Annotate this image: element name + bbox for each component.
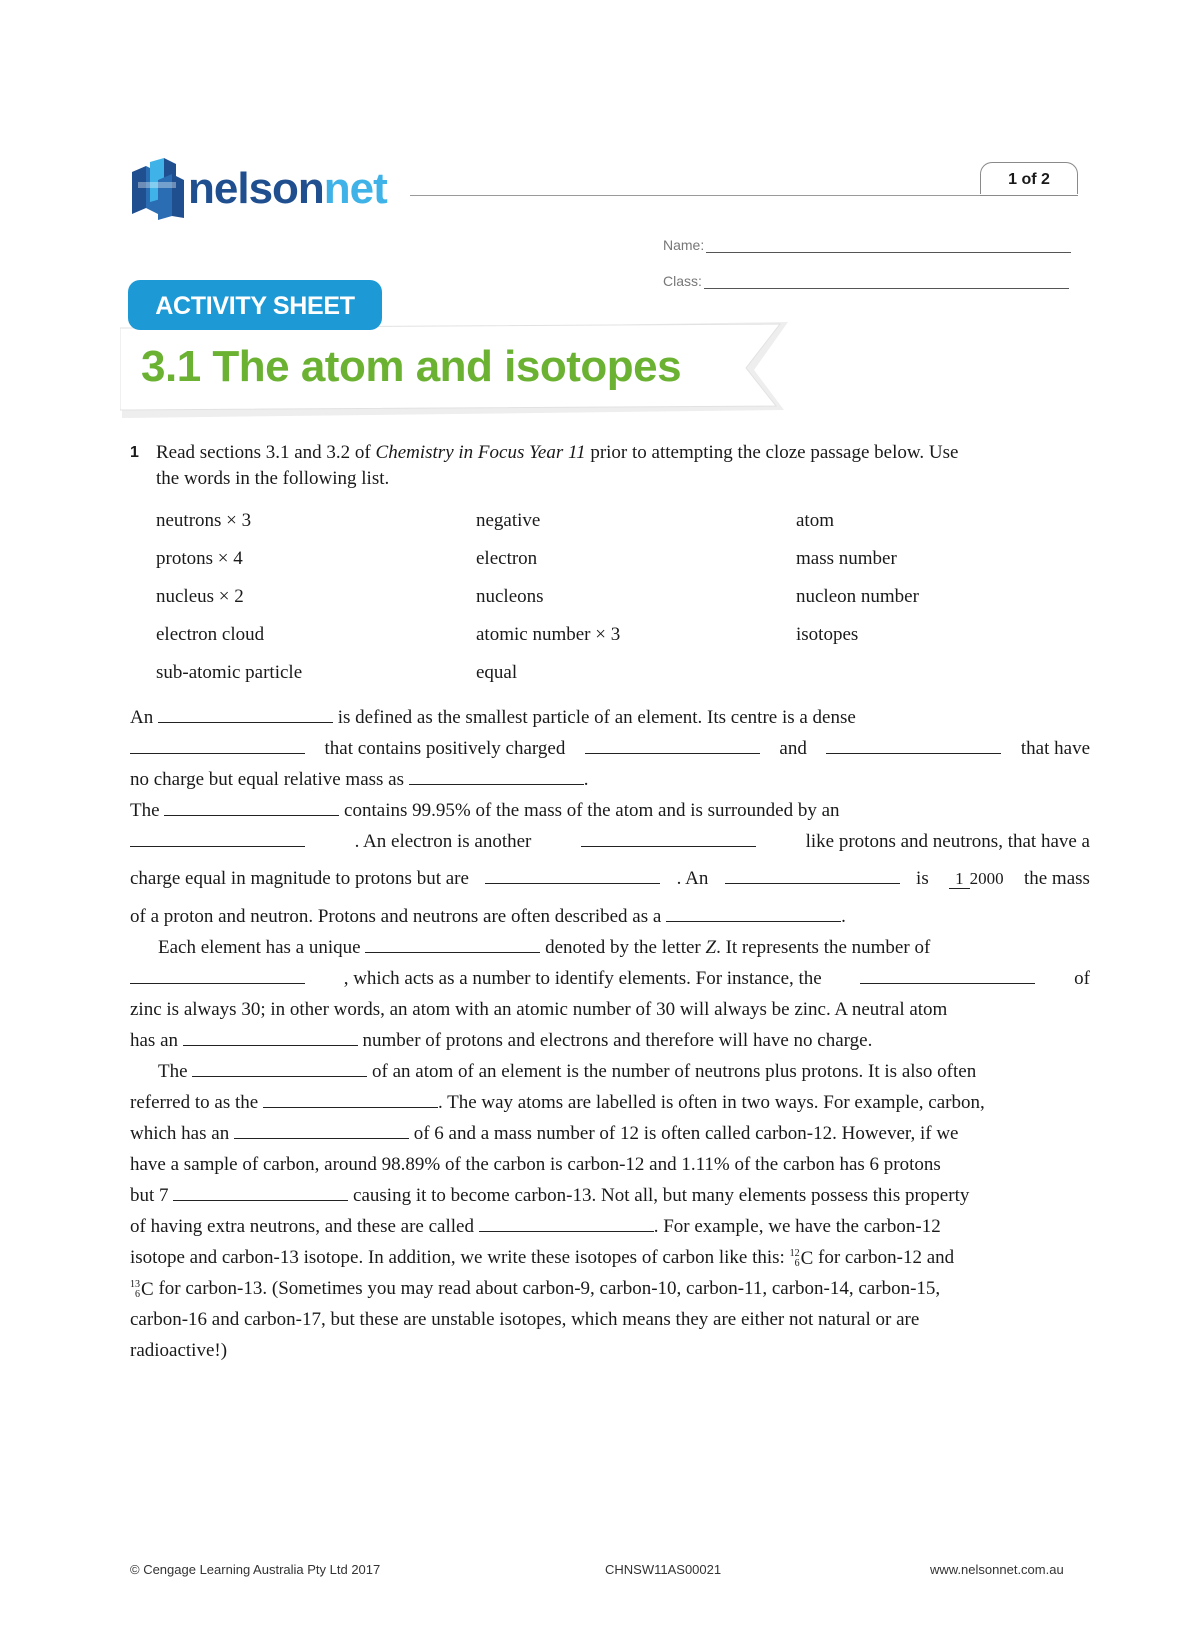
answer-blank[interactable] bbox=[130, 845, 305, 847]
header-rule bbox=[410, 195, 980, 196]
name-field[interactable] bbox=[663, 236, 1071, 253]
word-item: sub-atomic particle bbox=[156, 662, 303, 683]
footer-code: CHNSW11AS00021 bbox=[605, 1562, 722, 1577]
passage-line: An is defined as the smallest particle of an element. Its centre is a dense bbox=[130, 707, 856, 728]
passage-line: referred to as the . The way atoms are labelled is often in two ways. For example, carbon, bbox=[130, 1092, 985, 1113]
fraction: 1 2000 bbox=[949, 869, 1004, 889]
activity-sheet-badge: ACTIVITY SHEET bbox=[128, 280, 382, 330]
passage-line: The of an atom of an element is the number of neutrons plus protons. It is also often bbox=[158, 1061, 977, 1082]
passage-line: of having extra neutrons, and these are called . For example, we have the carbon-12 bbox=[130, 1216, 941, 1237]
answer-blank[interactable] bbox=[581, 845, 756, 847]
answer-blank[interactable] bbox=[479, 1230, 654, 1232]
answer-blank[interactable] bbox=[860, 982, 1035, 984]
word-item: isotopes bbox=[796, 624, 859, 645]
word-item: nucleons bbox=[476, 586, 544, 607]
word-item: negative bbox=[476, 510, 541, 531]
word-item: electron cloud bbox=[156, 624, 265, 645]
name-line[interactable] bbox=[706, 236, 1071, 253]
word-item: atom bbox=[796, 510, 834, 531]
answer-blank[interactable] bbox=[130, 752, 305, 754]
answer-blank[interactable] bbox=[725, 882, 900, 884]
passage-line: zinc is always 30; in other words, an atom with an atomic number of 30 will always be zinc. A neutral atom bbox=[130, 999, 948, 1020]
word-list bbox=[156, 502, 1090, 692]
activity-content bbox=[130, 440, 1090, 1366]
answer-blank[interactable] bbox=[234, 1137, 409, 1139]
passage-line: no charge but equal relative mass as . bbox=[130, 769, 589, 790]
passage-line: radioactive!) bbox=[130, 1340, 228, 1361]
passage-line: 13 6 C for carbon-13. (Sometimes you may read about carbon-9, carbon-10, carbon-11, carbon-14, carbon-15, bbox=[130, 1273, 1090, 1304]
answer-blank[interactable] bbox=[409, 783, 584, 785]
answer-blank[interactable] bbox=[183, 1044, 358, 1046]
page-title: 3.1 The atom and isotopes bbox=[141, 342, 682, 391]
passage-line: isotope and carbon-13 isotope. In addition, we write these isotopes of carbon like this: 12 6 C for carbon-12 and bbox=[130, 1242, 1090, 1273]
passage-line: which has an of 6 and a mass number of 12 is often called carbon-12. However, if we bbox=[130, 1123, 959, 1144]
answer-blank[interactable] bbox=[365, 951, 540, 953]
word-item: electron bbox=[476, 548, 538, 569]
answer-blank[interactable] bbox=[263, 1106, 438, 1108]
page-indicator-base bbox=[980, 195, 1078, 196]
answer-blank[interactable] bbox=[158, 721, 333, 723]
passage-line: The contains 99.95% of the mass of the atom and is surrounded by an bbox=[130, 800, 840, 821]
passage-line: carbon-16 and carbon-17, but these are unstable isotopes, which means they are either not natural or are bbox=[130, 1309, 920, 1330]
carbon-13-notation: 13 6 C bbox=[130, 1278, 154, 1301]
word-item: protons × 4 bbox=[156, 548, 243, 569]
passage-line: , which acts as a number to identify elements. For instance, the of bbox=[130, 963, 1090, 994]
class-label: Class: bbox=[663, 273, 702, 289]
passage-line: that contains positively charged and that have bbox=[130, 733, 1090, 764]
question-number: 1 bbox=[130, 444, 139, 461]
cloze-passage bbox=[130, 702, 1090, 1366]
footer-copyright: © Cengage Learning Australia Pty Ltd 2017 bbox=[130, 1562, 381, 1577]
passage-line: Each element has a unique denoted by the letter Z. It represents the number of bbox=[158, 937, 931, 958]
logo-wordmark: nelsonnet bbox=[188, 164, 387, 213]
footer-url[interactable]: www.nelsonnet.com.au bbox=[930, 1562, 1064, 1577]
passage-line: have a sample of carbon, around 98.89% of the carbon is carbon-12 and 1.11% of the carbon has 6 protons bbox=[130, 1154, 941, 1175]
answer-blank[interactable] bbox=[130, 982, 305, 984]
carbon-12-notation: 12 6 C bbox=[789, 1247, 814, 1270]
word-item: atomic number × 3 bbox=[476, 624, 621, 645]
question-1: 1 Read sections 3.1 and 3.2 of Chemistry in Focus Year 11 prior to attempting the cloze passage below. Use the words in the following list. bbox=[130, 442, 959, 489]
word-item: nucleon number bbox=[796, 586, 919, 607]
answer-blank[interactable] bbox=[164, 814, 339, 816]
passage-line: charge equal in magnitude to protons but are . An is 1 2000 the mass bbox=[130, 868, 1090, 889]
book-title: Chemistry in Focus Year 11 bbox=[375, 442, 586, 463]
class-line[interactable] bbox=[704, 272, 1069, 289]
passage-line: but 7 causing it to become carbon-13. Not all, but many elements possess this property bbox=[130, 1185, 970, 1206]
answer-blank[interactable] bbox=[826, 752, 1001, 754]
class-field[interactable] bbox=[663, 272, 1069, 289]
page-indicator: 1 of 2 bbox=[980, 162, 1078, 194]
answer-blank[interactable] bbox=[485, 882, 660, 884]
passage-line: of a proton and neutron. Protons and neutrons are often described as a . bbox=[130, 906, 846, 927]
word-item: nucleus × 2 bbox=[156, 586, 244, 607]
answer-blank[interactable] bbox=[666, 920, 841, 922]
answer-blank[interactable] bbox=[192, 1075, 367, 1077]
word-item: mass number bbox=[796, 548, 897, 569]
answer-blank[interactable] bbox=[585, 752, 760, 754]
answer-blank[interactable] bbox=[173, 1199, 348, 1201]
nelsonnet-logo bbox=[128, 158, 387, 220]
word-item: neutrons × 3 bbox=[156, 510, 252, 531]
name-label: Name: bbox=[663, 237, 705, 253]
word-item bbox=[796, 654, 1096, 692]
nelsonnet-logo-icon bbox=[128, 158, 186, 220]
word-item: equal bbox=[476, 662, 518, 683]
passage-line: has an number of protons and electrons and therefore will have no charge. bbox=[130, 1030, 873, 1051]
passage-line: . An electron is another like protons and neutrons, that have a bbox=[130, 826, 1090, 857]
